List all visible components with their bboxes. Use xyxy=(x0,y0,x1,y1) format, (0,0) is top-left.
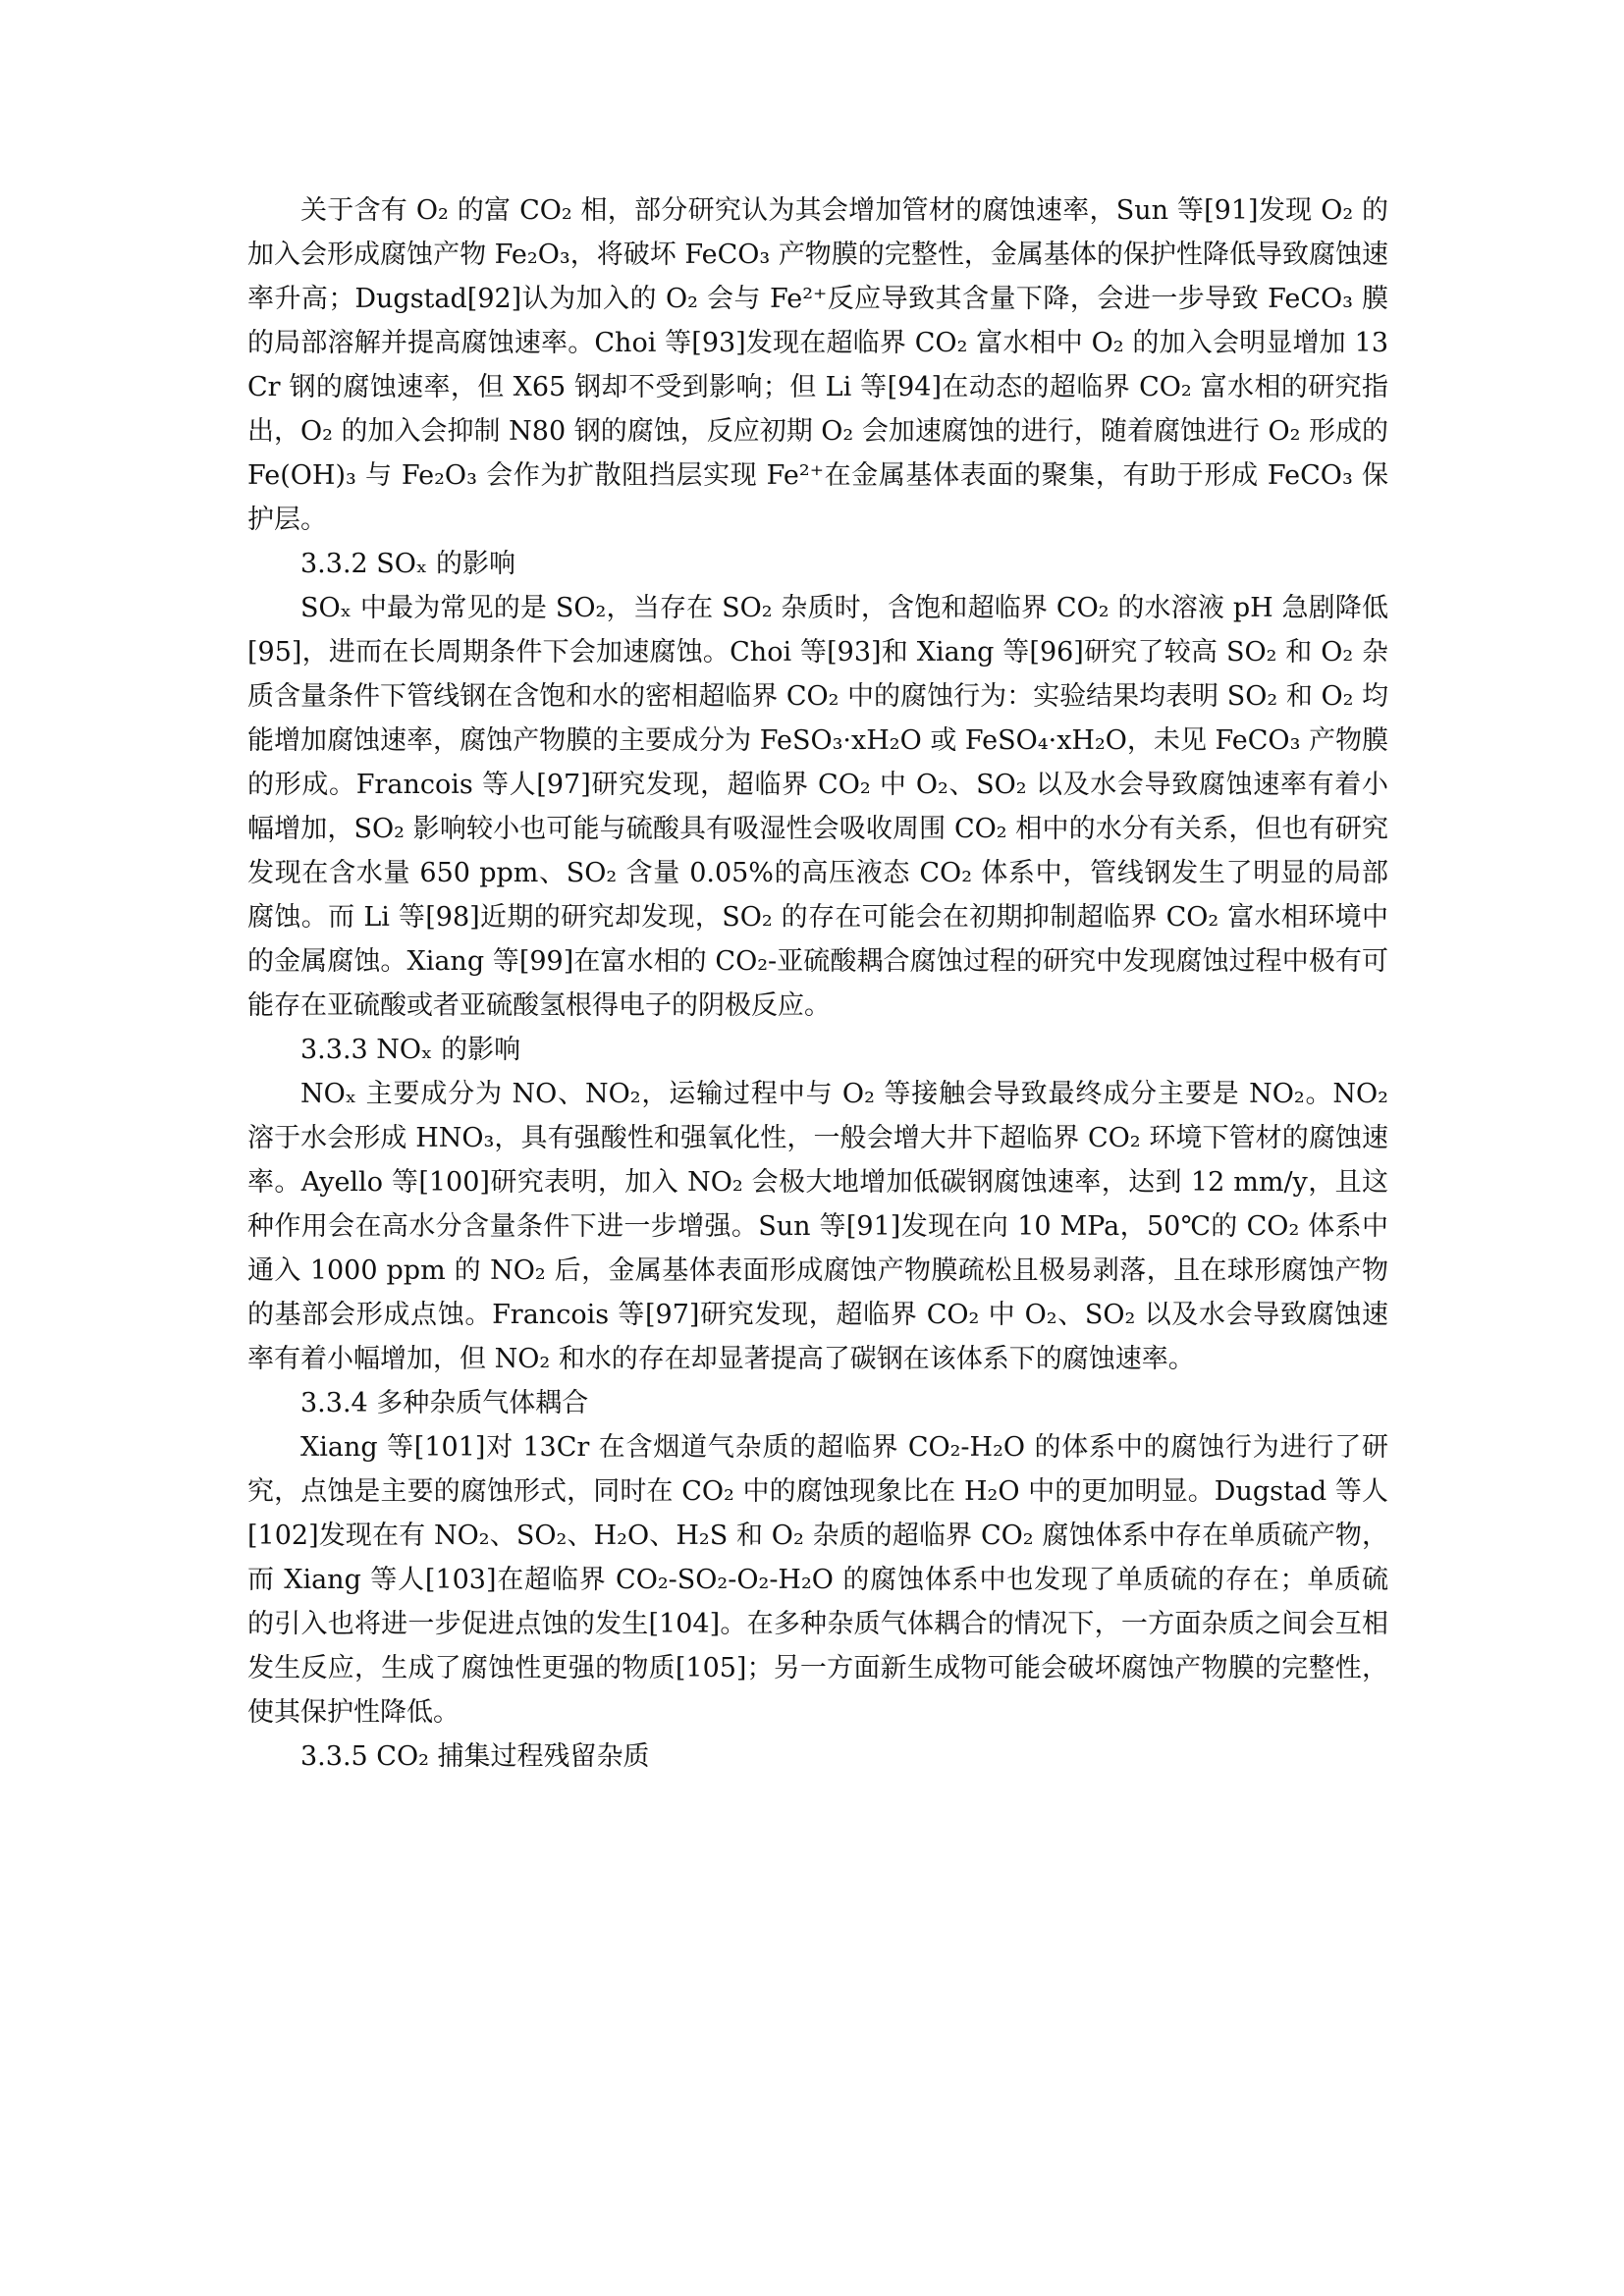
paragraph-impurity-coupling: Xiang 等[101]对 13Cr 在含烟道气杂质的超临界 CO₂-H₂O 的体系中的腐蚀行为进行了研究，点蚀是主要的腐蚀形式，同时在 CO₂ 中的腐蚀现象比在 H₂O 中的更加明显。Dugstad 等人[102]发现在有 NO₂、SO₂、H₂O、H₂S 和 O₂ 杂质的超临界 CO₂ 腐蚀体系中存在单质硫产物，而 Xiang 等人[103]在超临界 CO₂-SO₂-O₂-H₂O 的腐蚀体系中也发现了单质硫的存在；单质硫的引入也将进一步促进点蚀的发生[104]。在多种杂质气体耦合的情况下，一方面杂质之间会互相发生反应，生成了腐蚀性更强的物质[105]；另一方面新生成物可能会破坏腐蚀产物膜的完整性，使其保护性降低。 xyxy=(247,1432,1388,1728)
paragraph-nox-effect: NOₓ 主要成分为 NO、NO₂，运输过程中与 O₂ 等接触会导致最终成分主要是 NO₂。NO₂ 溶于水会形成 HNO₃，具有强酸性和强氧化性，一般会增大井下超临界 CO₂ 环境下管材的腐蚀速率。Ayello 等[100]研究表明，加入 NO₂ 会极大地增加低碳钢腐蚀速率，达到 12 mm/y，且这种作用会在高水分含量条件下进一步增强。Sun 等[91]发现在向 10 MPa，50℃的 CO₂ 体系中通入 1000 ppm 的 NO₂ 后，金属基体表面形成腐蚀产物膜疏松且极易剥落，且在球形腐蚀产物的基部会形成点蚀。Francois 等[97]研究发现，超临界 CO₂ 中 O₂、SO₂ 以及水会导致腐蚀速率有着小幅增加，但 NO₂ 和水的存在却显著提高了碳钢在该体系下的腐蚀速率。 xyxy=(247,1079,1388,1374)
paragraph-o2-effect: 关于含有 O₂ 的富 CO₂ 相，部分研究认为其会增加管材的腐蚀速率，Sun 等[91]发现 O₂ 的加入会形成腐蚀产物 Fe₂O₃，将破坏 FeCO₃ 产物膜的完整性，金属基体的保护性降低导致腐蚀速率升高；Dugstad[92]认为加入的 O₂ 会与 Fe²⁺反应导致其含量下降，会进一步导致 FeCO₃ 膜的局部溶解并提高腐蚀速率。Choi 等[93]发现在超临界 CO₂ 富水相中 O₂ 的加入会明显增加 13Cr 钢的腐蚀速率，但 X65 钢却不受到影响；但 Li 等[94]在动态的超临界 CO₂ 富水相的研究指出，O₂ 的加入会抑制 N80 钢的腐蚀，反应初期 O₂ 会加速腐蚀的进行，随着腐蚀进行 O₂ 形成的 Fe(OH)₃ 与 Fe₂O₃ 会作为扩散阻挡层实现 Fe²⁺在金属基体表面的聚集，有助于形成 FeCO₃ 保护层。 xyxy=(247,195,1388,535)
section-heading-coupling: 3.3.4 多种杂质气体耦合 xyxy=(300,1388,589,1418)
section-heading-capture-residue: 3.3.5 CO₂ 捕集过程残留杂质 xyxy=(300,1741,650,1772)
paragraph-sox-effect: SOₓ 中最为常见的是 SO₂，当存在 SO₂ 杂质时，含饱和超临界 CO₂ 的水溶液 pH 急剧降低[95]，进而在长周期条件下会加速腐蚀。Choi 等[93]和 Xiang 等[96]研究了较高 SO₂ 和 O₂ 杂质含量条件下管线钢在含饱和水的密相超临界 CO₂ 中的腐蚀行为：实验结果均表明 SO₂ 和 O₂ 均能增加腐蚀速率，腐蚀产物膜的主要成分为 FeSO₃·xH₂O 或 FeSO₄·xH₂O，未见 FeCO₃ 产物膜的形成。Francois 等人[97]研究发现，超临界 CO₂ 中 O₂、SO₂ 以及水会导致腐蚀速率有着小幅增加，SO₂ 影响较小也可能与硫酸具有吸湿性会吸收周围 CO₂ 相中的水分有关系，但也有研究发现在含水量 650 ppm、SO₂ 含量 0.05%的高压液态 CO₂ 体系中，管线钢发生了明显的局部腐蚀。而 Li 等[98]近期的研究却发现，SO₂ 的存在可能会在初期抑制超临界 CO₂ 富水相环境中的金属腐蚀。Xiang 等[99]在富水相的 CO₂-亚硫酸耦合腐蚀过程的研究中发现腐蚀过程中极有可能存在亚硫酸或者亚硫酸氢根得电子的阴极反应。 xyxy=(247,593,1388,1021)
section-heading-nox: 3.3.3 NOₓ 的影响 xyxy=(300,1035,521,1065)
section-heading-sox: 3.3.2 SOₓ 的影响 xyxy=(300,549,515,579)
document-body xyxy=(247,188,1388,1779)
